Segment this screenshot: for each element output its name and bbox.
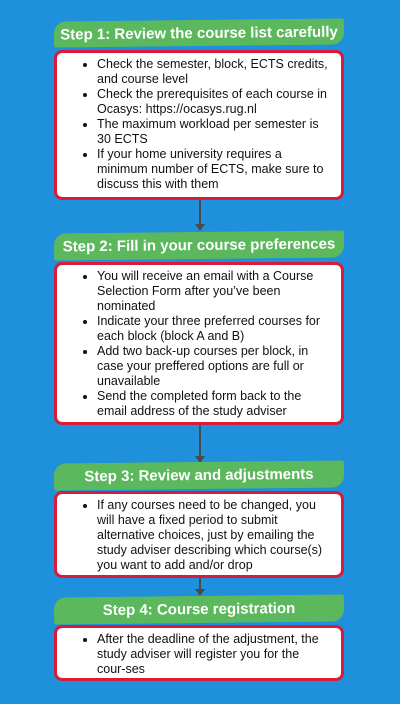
step-3-title: Step 3: Review and adjustments	[84, 465, 314, 486]
step-2-header	[54, 230, 344, 260]
arrow-down-icon	[195, 589, 205, 596]
step-2-box	[54, 262, 344, 425]
arrow-down-icon	[195, 224, 205, 231]
list-item: • If your home university requires a minimum number of ECTS, make sure to discuss this with them	[97, 147, 331, 192]
list-item: • Check the prerequisites of each course in Ocasys: https://ocasys.rug.nl	[97, 87, 331, 117]
list-item: • The maximum workload per semester is 30 ECTS	[97, 117, 331, 147]
list-item: • Add two back-up courses per block, in case your preffered options are full or unavailable	[97, 344, 331, 389]
step-1-header	[54, 18, 344, 47]
list-item: • You will receive an email with a Course Selection Form after you’ve been nominated	[97, 269, 331, 314]
list-item: • Indicate your three preferred courses for each block (block A and B)	[97, 314, 331, 344]
step-4-header	[54, 594, 344, 624]
step-2-list	[75, 269, 331, 419]
step-3-box	[54, 491, 344, 578]
step-2-title: Step 2: Fill in your course preferences	[62, 235, 336, 256]
connector-line	[199, 200, 201, 225]
step-1-box	[54, 50, 344, 200]
list-item: • If any courses need to be changed, you will have a fixed period to submit alternative choices, just by emailing the study adviser describing which course(s) you want to add and/or drop	[97, 498, 331, 573]
step-4-list	[75, 632, 331, 677]
step-3-header	[54, 460, 344, 490]
step-4-title: Step 4: Course registration	[102, 599, 296, 620]
step-1-title: Step 1: Review the course list carefully	[60, 23, 338, 43]
list-item: • Send the completed form back to the email address of the study adviser	[97, 389, 331, 419]
list-item: • Check the semester, block, ECTS credits, and course level	[97, 57, 331, 87]
connector-line	[199, 425, 201, 457]
step-4-box	[54, 625, 344, 681]
list-item: • After the deadline of the adjustment, the study adviser will register you for the cour-ses	[97, 632, 331, 677]
step-1-list	[75, 57, 331, 192]
step-3-list	[75, 498, 331, 573]
